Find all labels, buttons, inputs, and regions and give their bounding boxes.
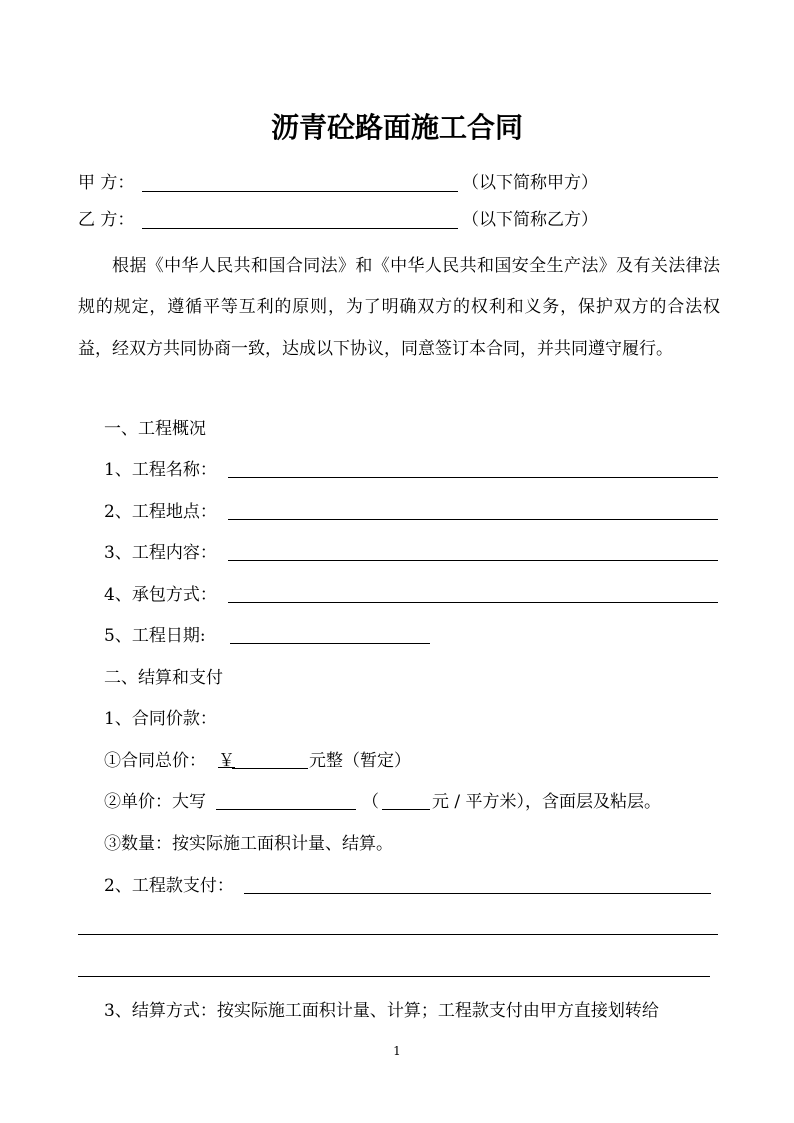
total-price-label: ①合同总价： <box>104 751 206 771</box>
section-2-heading: 二、结算和支付 <box>104 668 223 688</box>
party-b-note: （以下简称乙方） <box>462 210 598 230</box>
document-title: 沥青砼路面施工合同 <box>270 111 523 144</box>
party-a-label: 甲 方： <box>78 173 135 193</box>
quantity-text: ③数量：按实际施工面积计量、结算。 <box>104 834 393 854</box>
party-b-label: 乙 方： <box>78 210 135 230</box>
payment-blank-1[interactable] <box>244 893 711 894</box>
page-number: 1 <box>393 1044 401 1058</box>
section-1-heading: 一、工程概况 <box>104 419 206 439</box>
project-location-label: 2、工程地点： <box>104 502 217 522</box>
contract-mode-blank[interactable] <box>228 602 718 603</box>
contract-price-heading: 1、合同价款： <box>104 709 217 729</box>
project-name-label: 1、工程名称： <box>104 460 217 480</box>
project-date-label: 5、工程日期: <box>104 626 206 646</box>
payment-blank-2[interactable] <box>78 934 718 935</box>
unit-price-suffix: 元 / 平方米），含面层及粘层。 <box>432 792 662 812</box>
project-content-blank[interactable] <box>228 560 718 561</box>
payment-blank-3[interactable] <box>78 976 710 977</box>
total-price-blank[interactable] <box>232 768 308 769</box>
party-a-note: （以下简称甲方） <box>462 173 598 193</box>
intro-paragraph: 根据《中华人民共和国合同法》和《中华人民共和国安全生产法》及有关法律法规的规定，遵循平等互利的原则，为了明确双方的权利和义务，保护双方的合法权益，经双方共同协商一致，达成以下协议，同意签订本合同，并共同遵守履行。 <box>78 256 720 359</box>
payment-label: 2、工程款支付： <box>104 876 234 896</box>
project-name-blank[interactable] <box>228 477 718 478</box>
project-location-blank[interactable] <box>228 519 718 520</box>
unit-price-label: ②单价：大写 <box>104 792 206 812</box>
contract-mode-label: 4、承包方式： <box>104 585 217 605</box>
party-a-blank[interactable] <box>142 191 458 192</box>
total-currency-symbol: ￥ <box>218 751 235 771</box>
settlement-text: 3、结算方式：按实际施工面积计量、计算；工程款支付由甲方直接划转给 <box>104 1001 659 1021</box>
unit-price-open-paren: （ <box>362 792 379 812</box>
party-b-blank[interactable] <box>142 228 458 229</box>
project-date-blank[interactable] <box>230 643 430 644</box>
project-content-label: 3、工程内容： <box>104 543 217 563</box>
total-price-suffix: 元整（暂定） <box>309 751 411 771</box>
unit-price-words-blank[interactable] <box>216 809 356 810</box>
unit-price-number-blank[interactable] <box>382 809 430 810</box>
